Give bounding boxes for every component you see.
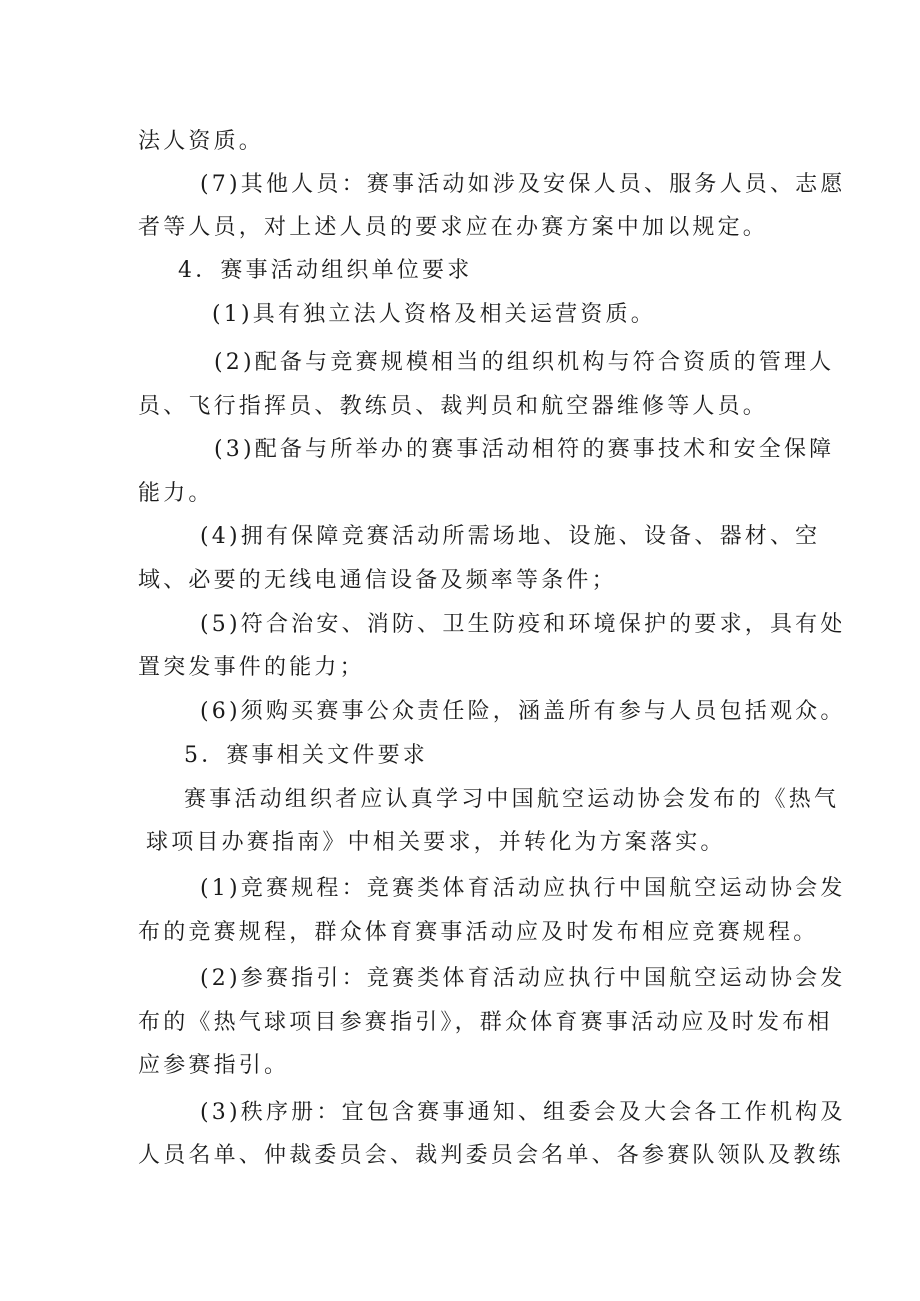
- text-line-11: 域、必要的无线电通信设备及频率等条件；: [138, 568, 617, 593]
- text-line-14: (6)须购买赛事公众责任险，涵盖所有参与人员包括观众。: [200, 699, 846, 724]
- section-heading-4: 4．赛事活动组织单位要求: [178, 258, 473, 283]
- text-line-17: 球项目办赛指南》中相关要求，并转化为方案落实。: [146, 830, 726, 855]
- text-line-16: 赛事活动组织者应认真学习中国航空运动协会发布的《热气: [184, 787, 840, 812]
- text-line-6: (2)配备与竞赛规模相当的组织机构与符合资质的管理人: [214, 350, 835, 375]
- section-heading-5: 5．赛事相关文件要求: [184, 743, 428, 768]
- text-line-24: 人员名单、仲裁委员会、裁判委员会名单、各参赛队领队及教练: [138, 1143, 844, 1168]
- text-line-19: 布的竞赛规程，群众体育赛事活动应及时发布相应竞赛规程。: [138, 920, 819, 945]
- text-line-20: (2)参赛指引：竞赛类体育活动应执行中国航空运动协会发: [200, 966, 846, 991]
- text-line-8: (3)配备与所举办的赛事活动相符的赛事技术和安全保障: [214, 437, 835, 462]
- text-line-2: (7)其他人员：赛事活动如涉及安保人员、服务人员、志愿: [200, 172, 846, 197]
- text-line-18: (1)竞赛规程：竞赛类体育活动应执行中国航空运动协会发: [200, 876, 846, 901]
- text-line-10: (4)拥有保障竞赛活动所需场地、设施、设备、器材、空: [200, 524, 821, 549]
- text-line-12: (5)符合治安、消防、卫生防疫和环境保护的要求，具有处: [200, 612, 846, 637]
- text-line-13: 置突发事件的能力；: [138, 655, 365, 680]
- text-line-5: (1)具有独立法人资格及相关运营资质。: [212, 302, 656, 327]
- text-line-9: 能力。: [138, 481, 214, 506]
- text-line-21: 布的《热气球项目参赛指引》，群众体育赛事活动应及时发布相: [138, 1010, 833, 1035]
- text-line-23: (3)秩序册：宜包含赛事通知、组委会及大会各工作机构及: [200, 1100, 846, 1125]
- text-line-7: 员、飞行指挥员、教练员、裁判员和航空器维修等人员。: [138, 394, 769, 419]
- text-line-3: 者等人员，对上述人员的要求应在办赛方案中加以规定。: [138, 215, 769, 240]
- text-line-22: 应参赛指引。: [138, 1053, 290, 1078]
- text-line-1: 法人资质。: [138, 129, 265, 154]
